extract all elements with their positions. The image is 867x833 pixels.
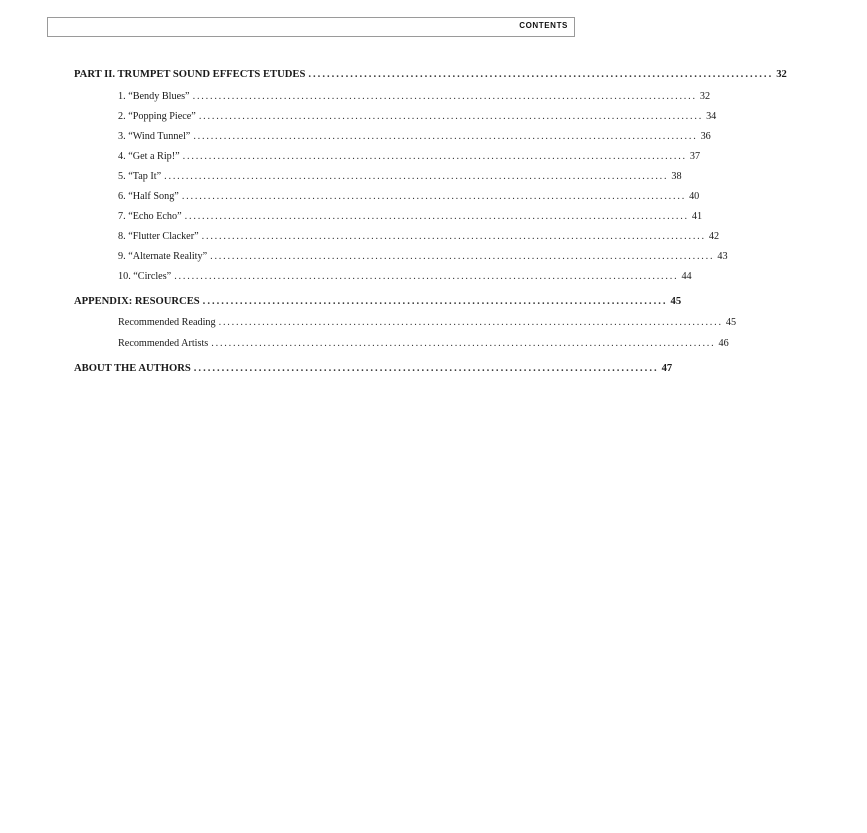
toc-section-title: APPENDIX: RESOURCES [74, 296, 200, 307]
toc-item-page: 43 [717, 251, 728, 262]
toc-item[interactable] [0, 171, 682, 187]
toc-item[interactable] [0, 191, 700, 207]
toc-item-page: 45 [725, 317, 737, 328]
toc-item-title: 8. “Flutter Clacker” [118, 231, 199, 242]
dot-leader: .................................................................................................... [308, 69, 774, 80]
toc-item-page: 38 [671, 171, 682, 182]
dot-leader: .................................................................................................................... [193, 131, 698, 142]
toc-item-title: 3. “Wind Tunnel” [118, 131, 191, 142]
dot-leader: .................................................................................................... [202, 296, 668, 307]
toc-item-page: 41 [691, 211, 703, 222]
dot-leader: .................................................................................................................... [210, 251, 715, 262]
toc-section-part-ii[interactable] [0, 69, 787, 85]
toc-item[interactable] [0, 231, 720, 247]
toc-item-title: Recommended Artists [118, 338, 209, 349]
toc-section-page: 47 [661, 363, 673, 374]
dot-leader: .................................................................................................................... [174, 271, 679, 282]
dot-leader: .................................................................................................................... [181, 191, 687, 202]
toc-section-title: PART II. TRUMPET SOUND EFFECTS ETUDES [74, 69, 306, 80]
toc-section-appendix[interactable] [0, 296, 682, 312]
toc-item-title: 5. “Tap It” [118, 171, 162, 182]
dot-leader: .................................................................................................................... [201, 231, 706, 242]
toc-item-title: 2. “Popping Piece” [118, 111, 196, 122]
toc-section-about-authors[interactable] [0, 363, 673, 379]
toc-item-title: 9. “Alternate Reality” [118, 251, 208, 262]
toc-item-page: 44 [681, 271, 692, 282]
dot-leader: .................................................................................................... [193, 363, 659, 374]
toc-item[interactable] [0, 251, 728, 267]
toc-section-title: ABOUT THE AUTHORS [74, 363, 191, 374]
toc-item-title: 4. “Get a Rip!” [118, 151, 180, 162]
toc-item[interactable] [0, 271, 692, 287]
toc-item[interactable] [0, 211, 703, 227]
toc-item-page: 37 [689, 151, 701, 162]
toc-item[interactable] [0, 317, 737, 333]
toc-item-title: 7. “Echo Echo” [118, 211, 182, 222]
toc-item-page: 34 [706, 111, 717, 122]
dot-leader: .................................................................................................................... [192, 91, 697, 102]
dot-leader: .................................................................................................................... [211, 338, 716, 349]
toc-item-title: Recommended Reading [118, 317, 216, 328]
toc-item[interactable] [0, 151, 701, 167]
toc-item-page: 36 [700, 131, 711, 142]
toc-item-title: 10. “Circles” [118, 271, 172, 282]
toc-item-title: 1. “Bendy Blues” [118, 91, 190, 102]
toc-item[interactable] [0, 338, 729, 354]
toc-item[interactable] [0, 131, 711, 147]
toc-item[interactable] [0, 111, 717, 127]
toc-item-title: 6. “Half Song” [118, 191, 179, 202]
running-header-label: CONTENTS [519, 21, 568, 30]
dot-leader: .................................................................................................................... [182, 151, 687, 162]
toc-item-page: 46 [718, 338, 729, 349]
toc-item-page: 42 [708, 231, 720, 242]
toc-item-page: 32 [699, 91, 711, 102]
toc-item[interactable] [0, 91, 711, 107]
toc-section-page: 45 [670, 296, 682, 307]
toc-item-page: 40 [689, 191, 700, 202]
dot-leader: .................................................................................................................... [218, 317, 723, 328]
dot-leader: .................................................................................................................... [184, 211, 689, 222]
dot-leader: .................................................................................................................... [164, 171, 669, 182]
dot-leader: .................................................................................................................... [198, 111, 704, 122]
toc-section-page: 32 [776, 69, 787, 80]
